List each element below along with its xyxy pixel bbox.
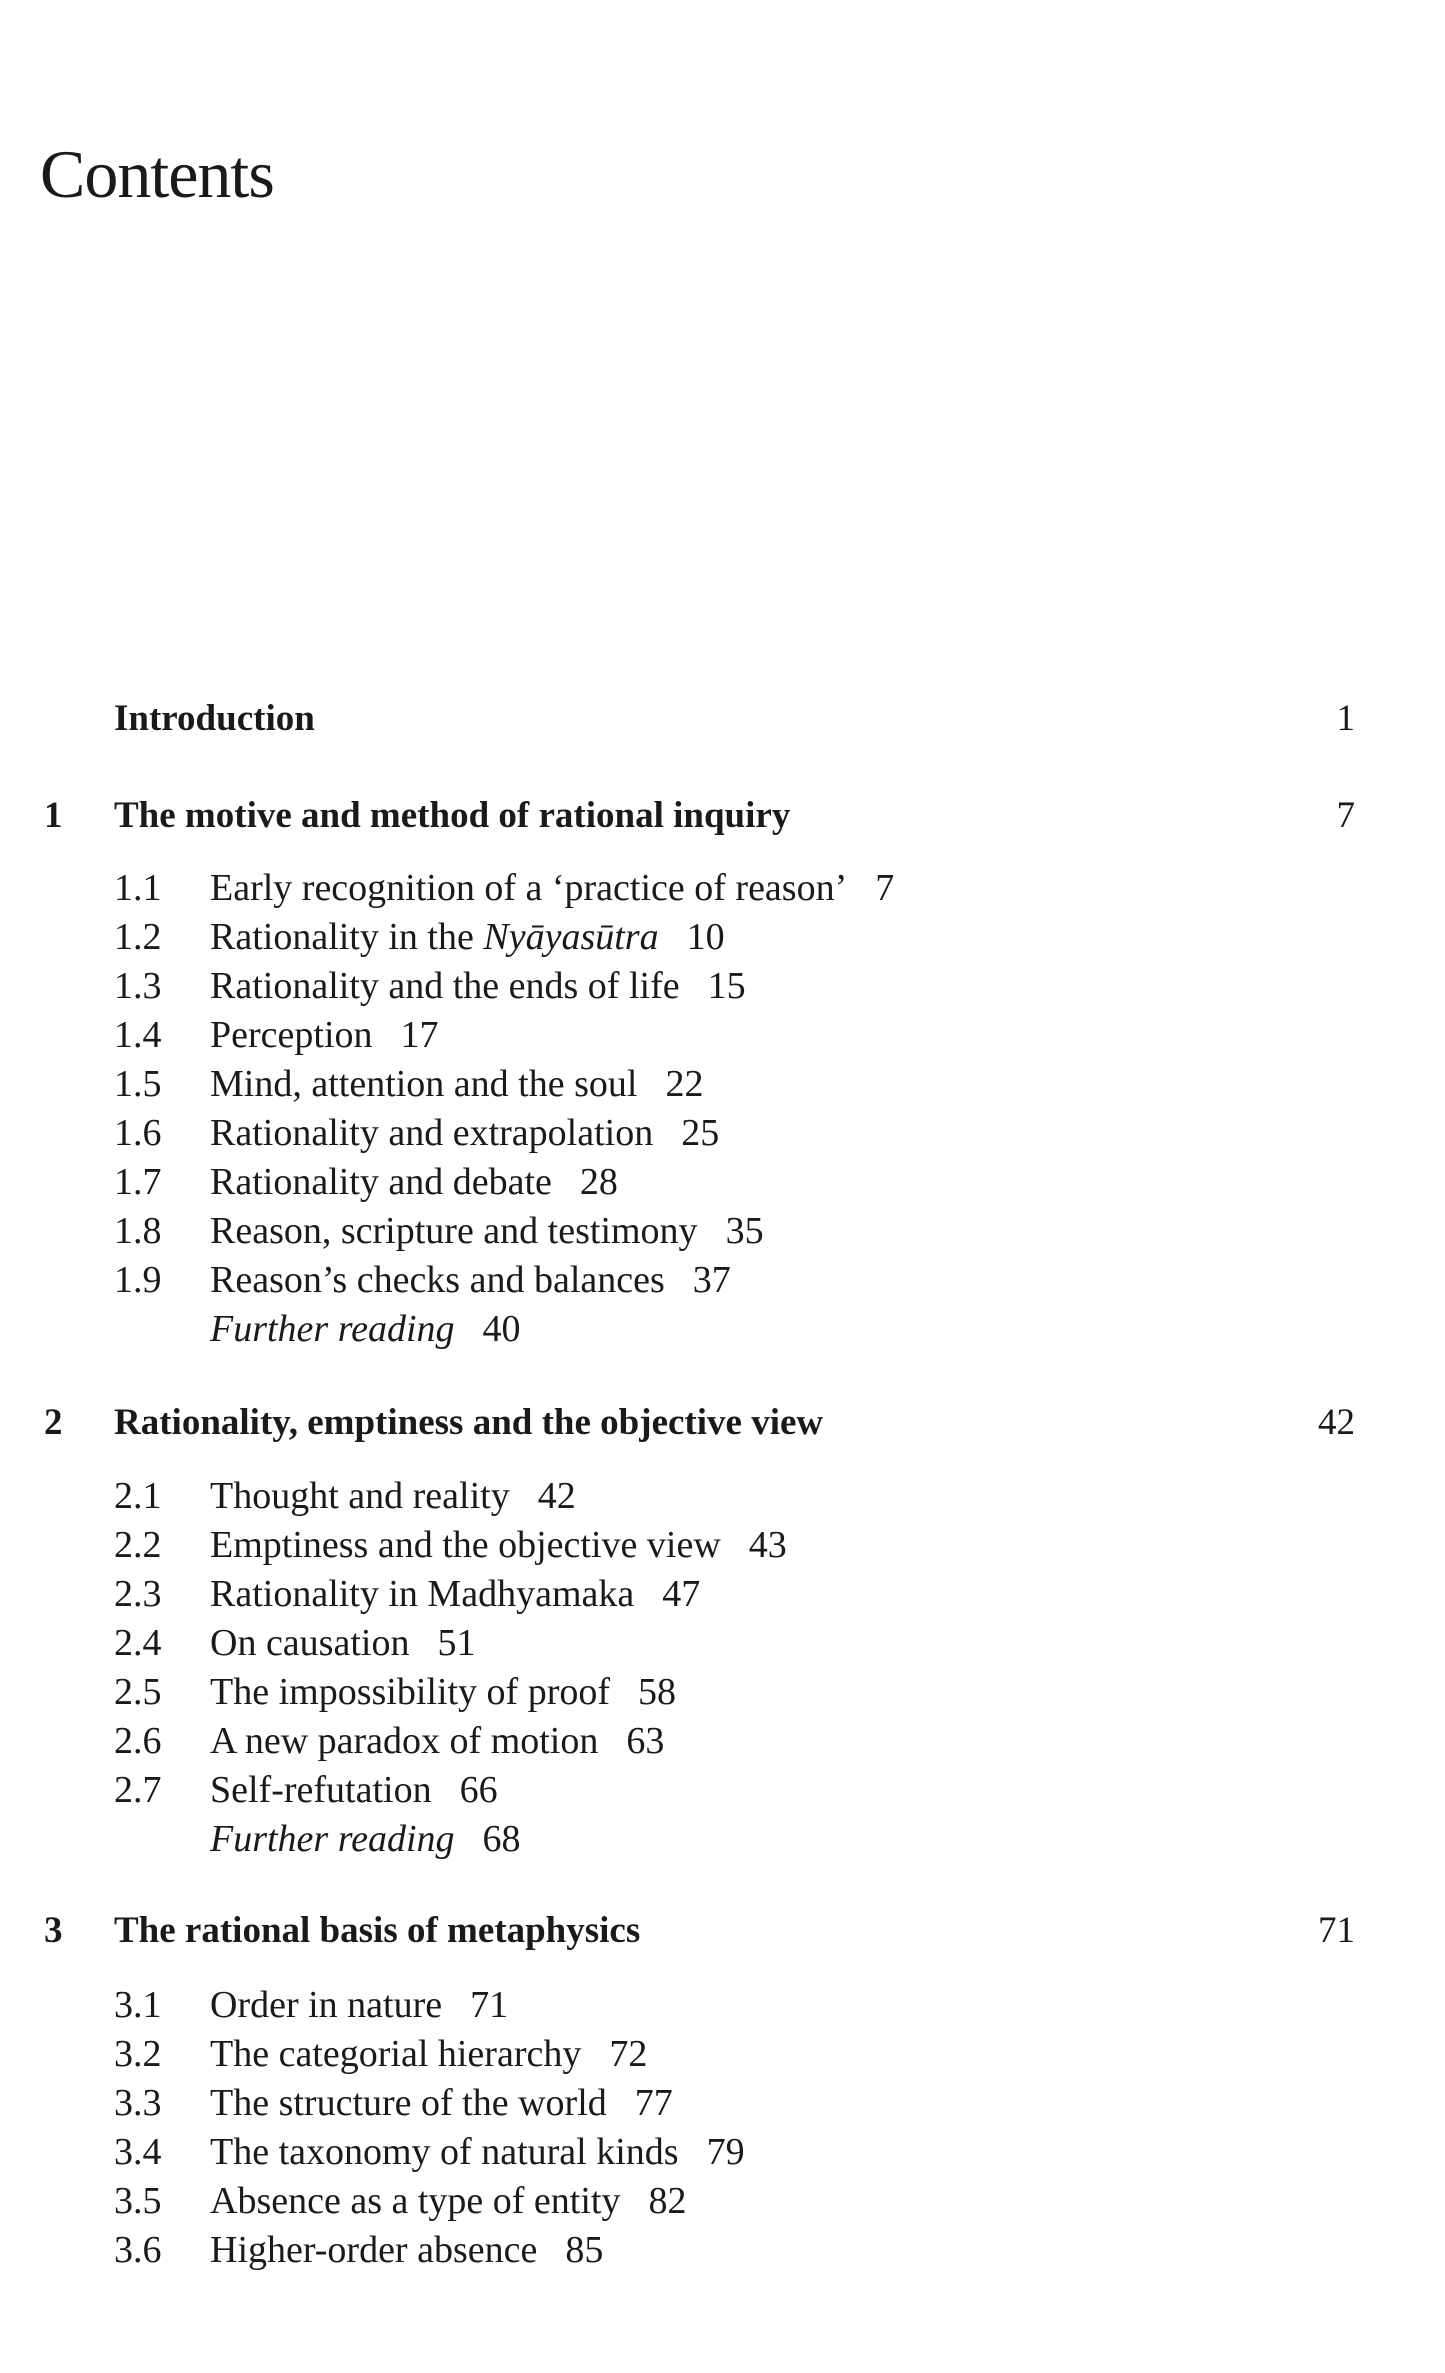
chapter-page-number: 71 bbox=[1318, 1910, 1355, 1951]
toc-section-3-4[interactable] bbox=[0, 2129, 1445, 2175]
section-number: 3.1 bbox=[114, 1984, 162, 2026]
toc-section-2-5[interactable] bbox=[0, 1669, 1445, 1715]
toc-section-3-1[interactable] bbox=[0, 1982, 1445, 2028]
section-title: Rationality in the Nyāyasūtra 10 bbox=[210, 916, 725, 958]
section-number: 1.6 bbox=[114, 1112, 162, 1154]
section-page-number: 43 bbox=[748, 1524, 787, 1566]
toc-section-2-6[interactable] bbox=[0, 1718, 1445, 1764]
section-number: 3.6 bbox=[114, 2229, 162, 2271]
page-title: Contents bbox=[40, 136, 274, 212]
toc-section-2-1[interactable] bbox=[0, 1473, 1445, 1519]
toc-section-1-4[interactable] bbox=[0, 1012, 1445, 1058]
section-number: 1.8 bbox=[114, 1210, 162, 1252]
italic-title-part: Nyāyasūtra bbox=[483, 916, 659, 958]
toc-section-2-7[interactable] bbox=[0, 1767, 1445, 1813]
toc-section-1-1[interactable] bbox=[0, 865, 1445, 911]
chapter-title: The rational basis of metaphysics bbox=[114, 1910, 641, 1951]
toc-section-1-7[interactable] bbox=[0, 1159, 1445, 1205]
section-number: 2.7 bbox=[114, 1769, 162, 1811]
section-number: 1.7 bbox=[114, 1161, 162, 1203]
section-page-number: 72 bbox=[609, 2033, 648, 2075]
further-reading-title: Further reading 68 bbox=[210, 1818, 521, 1860]
section-title: Higher-order absence 85 bbox=[210, 2229, 604, 2271]
section-page-number: 58 bbox=[638, 1671, 677, 1713]
section-page-number: 37 bbox=[692, 1259, 731, 1301]
section-number: 3.5 bbox=[114, 2180, 162, 2222]
section-title: Absence as a type of entity 82 bbox=[210, 2180, 687, 2222]
section-number: 1.3 bbox=[114, 965, 162, 1007]
toc-section-1-2[interactable] bbox=[0, 914, 1445, 960]
chapter-page-number: 7 bbox=[1336, 795, 1355, 836]
toc-section-2-2[interactable] bbox=[0, 1522, 1445, 1568]
toc-section-1-9[interactable] bbox=[0, 1257, 1445, 1303]
section-number: 1.9 bbox=[114, 1259, 162, 1301]
section-page-number: 25 bbox=[681, 1112, 720, 1154]
toc-chapter-1[interactable] bbox=[0, 793, 1445, 839]
toc-section-1-3[interactable] bbox=[0, 963, 1445, 1009]
toc-section-3-2[interactable] bbox=[0, 2031, 1445, 2077]
section-title: Mind, attention and the soul 22 bbox=[210, 1063, 704, 1105]
chapter-number: 1 bbox=[44, 795, 63, 836]
further-reading-title: Further reading 40 bbox=[210, 1308, 521, 1350]
section-page-number: 28 bbox=[579, 1161, 618, 1203]
section-page-number: 10 bbox=[686, 916, 725, 958]
section-page-number: 79 bbox=[706, 2131, 745, 2173]
chapter-number: 3 bbox=[44, 1910, 63, 1951]
section-page-number: 68 bbox=[482, 1818, 521, 1860]
section-title: Rationality and the ends of life 15 bbox=[210, 965, 746, 1007]
section-page-number: 47 bbox=[662, 1573, 701, 1615]
section-title: The taxonomy of natural kinds 79 bbox=[210, 2131, 745, 2173]
section-title: Reason’s checks and balances 37 bbox=[210, 1259, 731, 1301]
section-page-number: 77 bbox=[634, 2082, 673, 2124]
section-page-number: 71 bbox=[470, 1984, 509, 2026]
toc-entry-introduction[interactable] bbox=[0, 696, 1445, 742]
section-number: 1.5 bbox=[114, 1063, 162, 1105]
toc-section-1-6[interactable] bbox=[0, 1110, 1445, 1156]
section-title: A new paradox of motion 63 bbox=[210, 1720, 665, 1762]
section-page-number: 22 bbox=[665, 1063, 704, 1105]
chapter-number: 2 bbox=[44, 1402, 63, 1443]
section-title: Rationality and extrapolation 25 bbox=[210, 1112, 720, 1154]
chapter-page-number: 1 bbox=[1336, 698, 1355, 739]
chapter-page-number: 42 bbox=[1318, 1402, 1355, 1443]
toc-further-reading-1[interactable] bbox=[0, 1306, 1445, 1352]
section-page-number: 66 bbox=[459, 1769, 498, 1811]
section-title: Thought and reality 42 bbox=[210, 1475, 576, 1517]
section-page-number: 35 bbox=[725, 1210, 764, 1252]
toc-section-2-3[interactable] bbox=[0, 1571, 1445, 1617]
toc-section-1-5[interactable] bbox=[0, 1061, 1445, 1107]
chapter-title: The motive and method of rational inquiry bbox=[114, 795, 791, 836]
toc-further-reading-2[interactable] bbox=[0, 1816, 1445, 1862]
chapter-title: Rationality, emptiness and the objective view bbox=[114, 1402, 824, 1443]
section-page-number: 85 bbox=[565, 2229, 604, 2271]
section-page-number: 40 bbox=[482, 1308, 521, 1350]
section-number: 2.5 bbox=[114, 1671, 162, 1713]
section-number: 1.4 bbox=[114, 1014, 162, 1056]
section-page-number: 82 bbox=[648, 2180, 687, 2222]
section-number: 1.1 bbox=[114, 867, 162, 909]
section-page-number: 42 bbox=[537, 1475, 576, 1517]
section-page-number: 17 bbox=[400, 1014, 439, 1056]
section-title: The categorial hierarchy 72 bbox=[210, 2033, 648, 2075]
section-page-number: 51 bbox=[437, 1622, 476, 1664]
toc-section-3-3[interactable] bbox=[0, 2080, 1445, 2126]
section-title: Early recognition of a ‘practice of reason’ 7 bbox=[210, 867, 895, 909]
section-title: Order in nature 71 bbox=[210, 1984, 509, 2026]
toc-section-3-6[interactable] bbox=[0, 2227, 1445, 2273]
toc-chapter-2[interactable] bbox=[0, 1400, 1445, 1446]
section-number: 1.2 bbox=[114, 916, 162, 958]
section-page-number: 15 bbox=[707, 965, 746, 1007]
toc-section-1-8[interactable] bbox=[0, 1208, 1445, 1254]
section-title: Perception 17 bbox=[210, 1014, 439, 1056]
section-number: 3.4 bbox=[114, 2131, 162, 2173]
section-title: Rationality and debate 28 bbox=[210, 1161, 618, 1203]
section-title: The structure of the world 77 bbox=[210, 2082, 673, 2124]
section-title: The impossibility of proof 58 bbox=[210, 1671, 677, 1713]
section-title: Self-refutation 66 bbox=[210, 1769, 498, 1811]
section-page-number: 63 bbox=[626, 1720, 665, 1762]
section-title: Rationality in Madhyamaka 47 bbox=[210, 1573, 701, 1615]
toc-section-2-4[interactable] bbox=[0, 1620, 1445, 1666]
chapter-title: Introduction bbox=[114, 698, 315, 739]
section-title: Reason, scripture and testimony 35 bbox=[210, 1210, 764, 1252]
section-title: Emptiness and the objective view 43 bbox=[210, 1524, 787, 1566]
section-number: 2.4 bbox=[114, 1622, 162, 1664]
section-number: 3.3 bbox=[114, 2082, 162, 2124]
section-number: 2.2 bbox=[114, 1524, 162, 1566]
section-number: 2.6 bbox=[114, 1720, 162, 1762]
section-number: 2.3 bbox=[114, 1573, 162, 1615]
section-number: 2.1 bbox=[114, 1475, 162, 1517]
section-number: 3.2 bbox=[114, 2033, 162, 2075]
section-page-number: 7 bbox=[875, 867, 895, 909]
toc-section-3-5[interactable] bbox=[0, 2178, 1445, 2224]
section-title: On causation 51 bbox=[210, 1622, 476, 1664]
toc-chapter-3[interactable] bbox=[0, 1908, 1445, 1954]
